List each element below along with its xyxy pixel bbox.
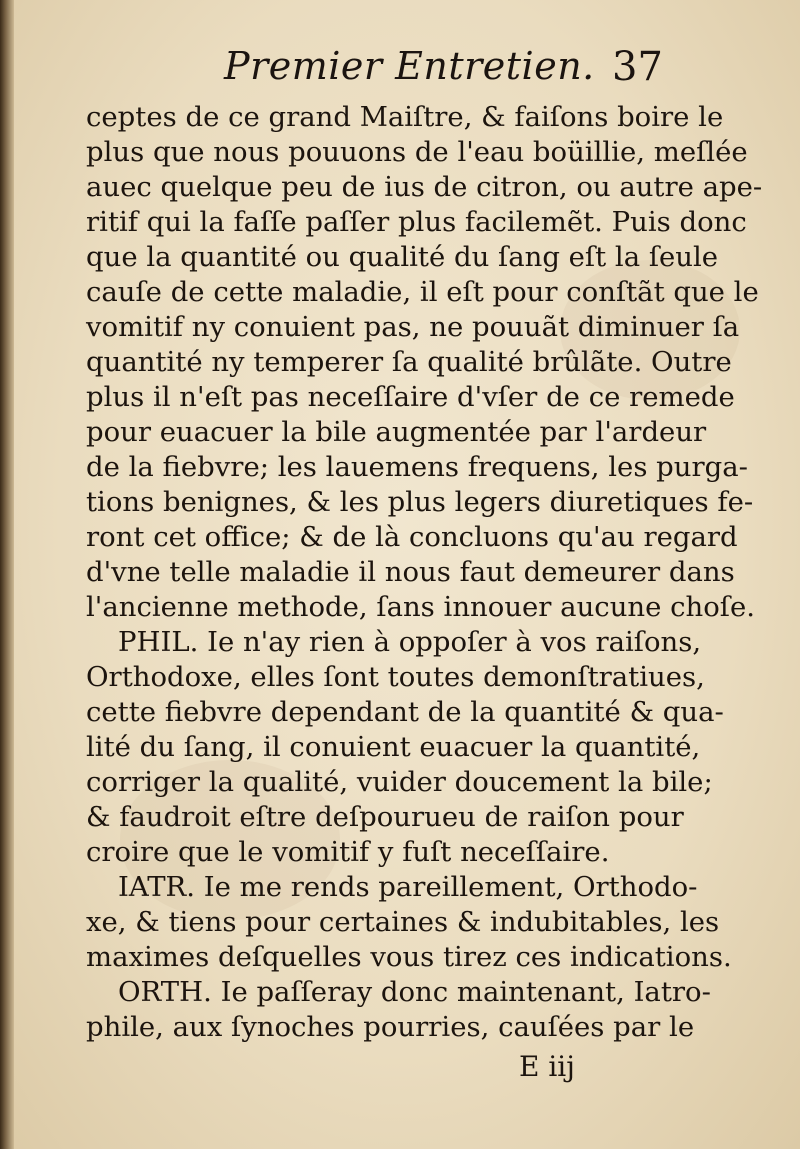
body-text — [86, 100, 763, 1045]
speaker-line-iatr: IATR. Ie me rends pareillement, Orthodo- — [118, 871, 698, 903]
speaker-line-orth: ORTH. Ie paſſeray donc maintenant, Iatro- — [118, 976, 711, 1008]
page-footer — [0, 1050, 800, 1090]
running-head — [0, 44, 800, 104]
text-line: lité du ſang, il conuient euacuer la quantité, — [86, 731, 701, 763]
page-spine-shadow — [0, 0, 14, 1149]
text-line: Orthodoxe, elles ſont toutes demonſtratiues, — [86, 661, 705, 693]
text-line: corriger la qualité, vuider doucement la bile; — [86, 766, 713, 798]
text-line: quantité ny temperer ſa qualité brûlãte. Outre — [86, 346, 732, 378]
text-line: cauſe de cette maladie, il eſt pour conſtãt que le — [86, 276, 759, 308]
text-line: ront cet office; & de là concluons qu'au regard — [86, 521, 738, 553]
text-line: plus que nous pouuons de l'eau boüillie, meſlée — [86, 136, 748, 168]
text-line: l'ancienne methode, ſans innouer aucune choſe. — [86, 591, 755, 623]
text-line: & faudroit eſtre deſpourueu de raiſon pour — [86, 801, 684, 833]
running-head-title: Premier Entretien. — [224, 44, 595, 88]
text-line: ritif qui la faſſe paſſer plus facilemẽt. Puis donc — [86, 206, 747, 238]
signature-mark: E iij — [519, 1050, 575, 1083]
text-line: plus il n'eſt pas neceſſaire d'vſer de ce remede — [86, 381, 735, 413]
text-line: ceptes de ce grand Maiſtre, & faiſons boire le — [86, 101, 724, 133]
text-line: phile, aux ſynoches pourries, cauſées par le — [86, 1011, 695, 1043]
text-line: maximes deſquelles vous tirez ces indications. — [86, 941, 732, 973]
text-line: pour euacuer la bile augmentée par l'ardeur — [86, 416, 707, 448]
text-line: de la fiebvre; les lauemens frequens, les purga- — [86, 451, 748, 483]
text-line: cette fiebvre dependant de la quantité & qua- — [86, 696, 724, 728]
text-line: vomitif ny conuient pas, ne pouuãt diminuer ſa — [86, 311, 740, 343]
text-line: tions benignes, & les plus legers diuretiques fe- — [86, 486, 754, 518]
text-line: d'vne telle maladie il nous faut demeurer dans — [86, 556, 735, 588]
text-line: que la quantité ou qualité du ſang eſt la ſeule — [86, 241, 719, 273]
text-line: xe, & tiens pour certaines & indubitables, les — [86, 906, 720, 938]
text-line: croire que le vomitif y fuſt neceſſaire. — [86, 836, 610, 868]
speaker-line-phil: PHIL. Ie n'ay rien à oppoſer à vos raiſons, — [118, 626, 702, 658]
text-line: auec quelque peu de ius de citron, ou autre ape- — [86, 171, 763, 203]
page-number: 37 — [612, 44, 663, 90]
